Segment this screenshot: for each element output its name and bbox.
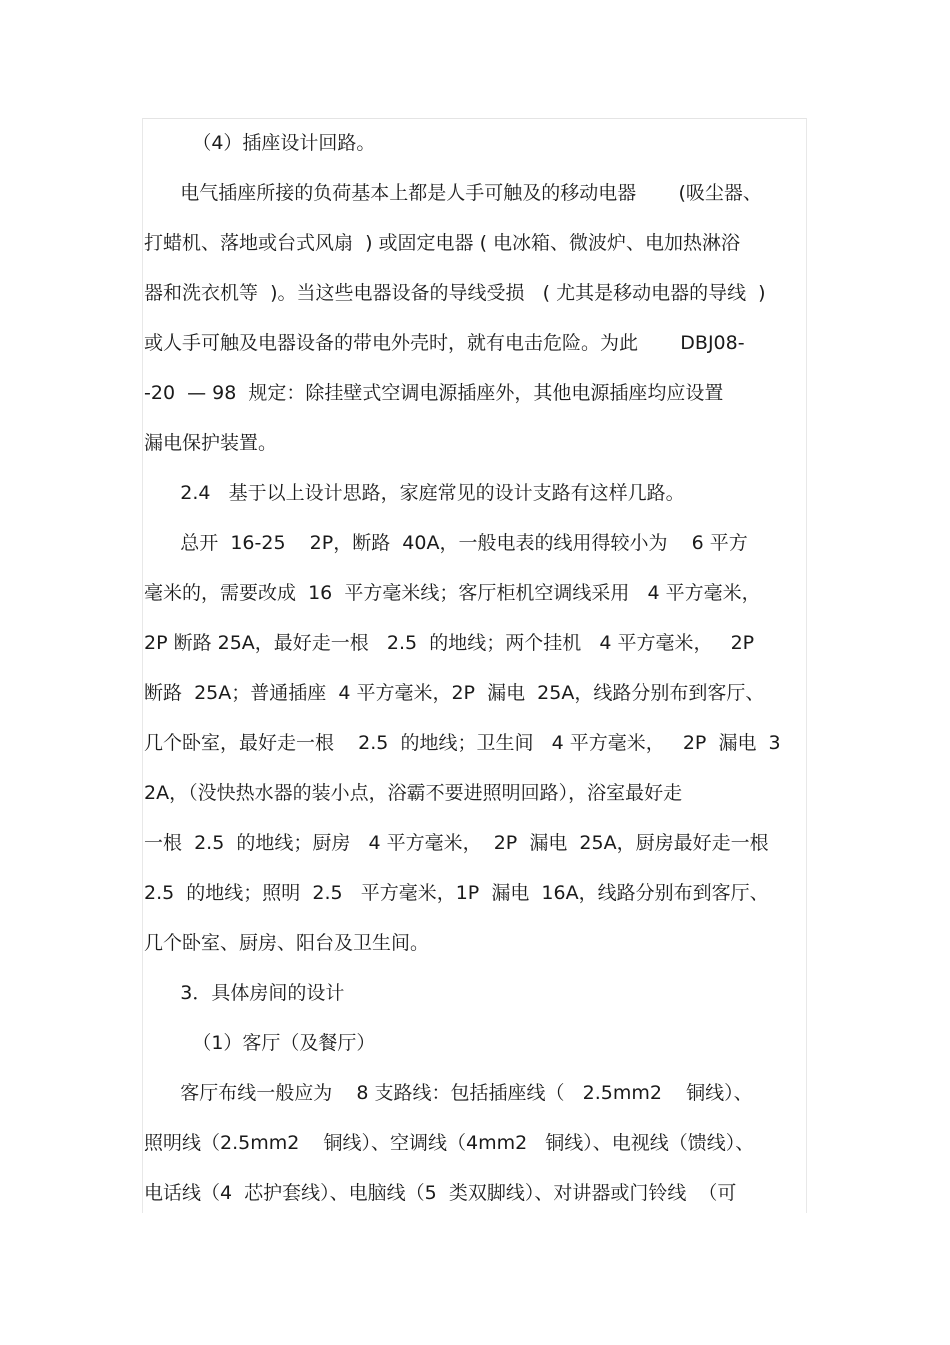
- text-line: 一根 2.5 的地线；厨房 4 平方毫米， 2P 漏电 25A，厨房最好走一根: [144, 832, 769, 854]
- text-line: （1）客厅（及餐厅）: [144, 1032, 376, 1054]
- text-line: 2P 断路 25A，最好走一根 2.5 的地线；两个挂机 4 平方毫米， 2P: [144, 632, 755, 654]
- text-line: 几个卧室，最好走一根 2.5 的地线；卫生间 4 平方毫米， 2P 漏电 3: [144, 732, 781, 754]
- text-line: （4）插座设计回路。: [144, 132, 376, 154]
- text-line: 照明线（2.5mm2 铜线）、空调线（4mm2 铜线）、电视线（馈线）、: [144, 1132, 755, 1154]
- text-line: 毫米的，需要改成 16 平方毫米线；客厅柜机空调线采用 4 平方毫米，: [144, 582, 761, 604]
- text-line: 3．具体房间的设计: [144, 982, 345, 1004]
- text-line: 漏电保护装置。: [144, 432, 278, 454]
- text-line: 或人手可触及电器设备的带电外壳时，就有电击危险。为此 DBJ08-: [144, 332, 745, 354]
- text-line: 器和洗衣机等 )。当这些电器设备的导线受损 ( 尤其是移动电器的导线 ): [144, 282, 766, 304]
- text-line: 电话线（4 芯护套线）、电脑线（5 类双脚线）、对讲器或门铃线 （可: [144, 1182, 737, 1204]
- text-line: 电气插座所接的负荷基本上都是人手可触及的移动电器 (吸尘器、: [144, 182, 762, 204]
- text-line: 2.4 基于以上设计思路，家庭常见的设计支路有这样几路。: [144, 482, 685, 504]
- text-line: 断路 25A；普通插座 4 平方毫米，2P 漏电 25A，线路分别布到客厅、: [144, 682, 765, 704]
- text-line: 几个卧室、厨房、阳台及卫生间。: [144, 932, 430, 954]
- text-line: 总开 16-25 2P，断路 40A，一般电表的线用得较小为 6 平方: [144, 532, 748, 554]
- text-line: -20 — 98 规定：除挂壁式空调电源插座外，其他电源插座均应设置: [144, 382, 724, 404]
- text-line: 打蜡机、落地或台式风扇 ) 或固定电器 ( 电冰箱、微波炉、电加热淋浴: [144, 232, 741, 254]
- text-line: 2.5 的地线；照明 2.5 平方毫米，1P 漏电 16A，线路分别布到客厅、: [144, 882, 769, 904]
- text-line: 2A，（没快热水器的装小点，浴霸不要进照明回路），浴室最好走: [144, 782, 683, 804]
- text-line: 客厅布线一般应为 8 支路线：包括插座线（ 2.5mm2 铜线）、: [144, 1082, 753, 1104]
